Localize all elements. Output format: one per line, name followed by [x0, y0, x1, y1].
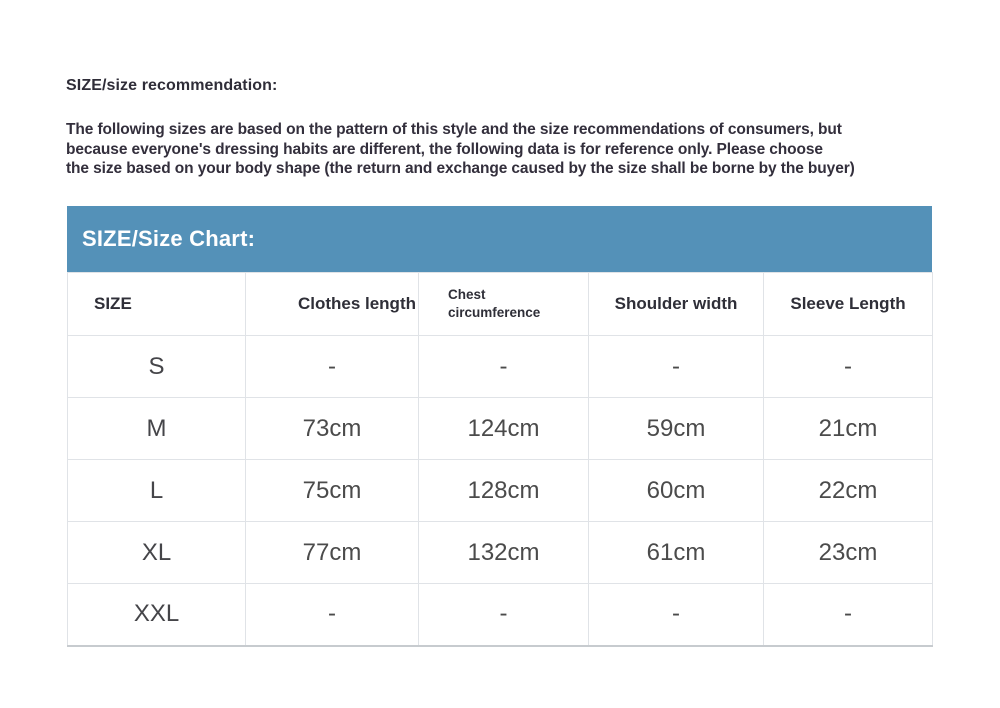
size-chart-table: [67, 272, 933, 647]
size-chart-banner: [67, 206, 932, 272]
cell-shoulder-width: -: [589, 584, 764, 646]
table-row: [68, 460, 933, 522]
cell-sleeve-length: -: [764, 584, 933, 646]
cell-chest-circumference: -: [419, 584, 589, 646]
column-header-clothes-length: Clothes length: [246, 273, 419, 336]
intro-line-3: the size based on your body shape (the return and exchange caused by the size shall be borne by the buyer): [66, 160, 855, 178]
intro-line-1: The following sizes are based on the pattern of this style and the size recommendations of consumers, but: [66, 121, 842, 138]
page-title: SIZE/size recommendation:: [66, 77, 278, 94]
cell-size: L: [68, 460, 246, 522]
cell-sleeve-length: 21cm: [764, 398, 933, 460]
column-header-chest-circumference: [419, 273, 589, 336]
table-row: [68, 522, 933, 584]
cell-chest-circumference: 132cm: [419, 522, 589, 584]
cell-shoulder-width: 59cm: [589, 398, 764, 460]
cell-size: M: [68, 398, 246, 460]
cell-clothes-length: 77cm: [246, 522, 419, 584]
cell-clothes-length: 75cm: [246, 460, 419, 522]
cell-chest-circumference: -: [419, 336, 589, 398]
cell-chest-circumference: 124cm: [419, 398, 589, 460]
cell-clothes-length: -: [246, 336, 419, 398]
table-row: [68, 398, 933, 460]
cell-size: XXL: [68, 584, 246, 646]
cell-shoulder-width: 61cm: [589, 522, 764, 584]
table-row: [68, 336, 933, 398]
column-header-sleeve-length: Sleeve Length: [764, 273, 933, 336]
intro-line-2: because everyone's dressing habits are different, the following data is for reference only. Please choose: [66, 140, 823, 158]
table-row: [68, 584, 933, 646]
size-chart-banner-title: SIZE/Size Chart:: [82, 226, 256, 251]
column-header-shoulder-width: Shoulder width: [589, 273, 764, 336]
cell-sleeve-length: -: [764, 336, 933, 398]
header-row: [68, 273, 933, 336]
column-header-chest-circumference-label: Chest circumference: [448, 287, 541, 320]
cell-chest-circumference: 128cm: [419, 460, 589, 522]
cell-size: XL: [68, 522, 246, 584]
cell-clothes-length: -: [246, 584, 419, 646]
cell-sleeve-length: 22cm: [764, 460, 933, 522]
intro-paragraph: [66, 120, 855, 179]
cell-size: S: [68, 336, 246, 398]
column-header-size: SIZE: [68, 273, 246, 336]
cell-clothes-length: 73cm: [246, 398, 419, 460]
cell-sleeve-length: 23cm: [764, 522, 933, 584]
cell-shoulder-width: 60cm: [589, 460, 764, 522]
cell-shoulder-width: -: [589, 336, 764, 398]
